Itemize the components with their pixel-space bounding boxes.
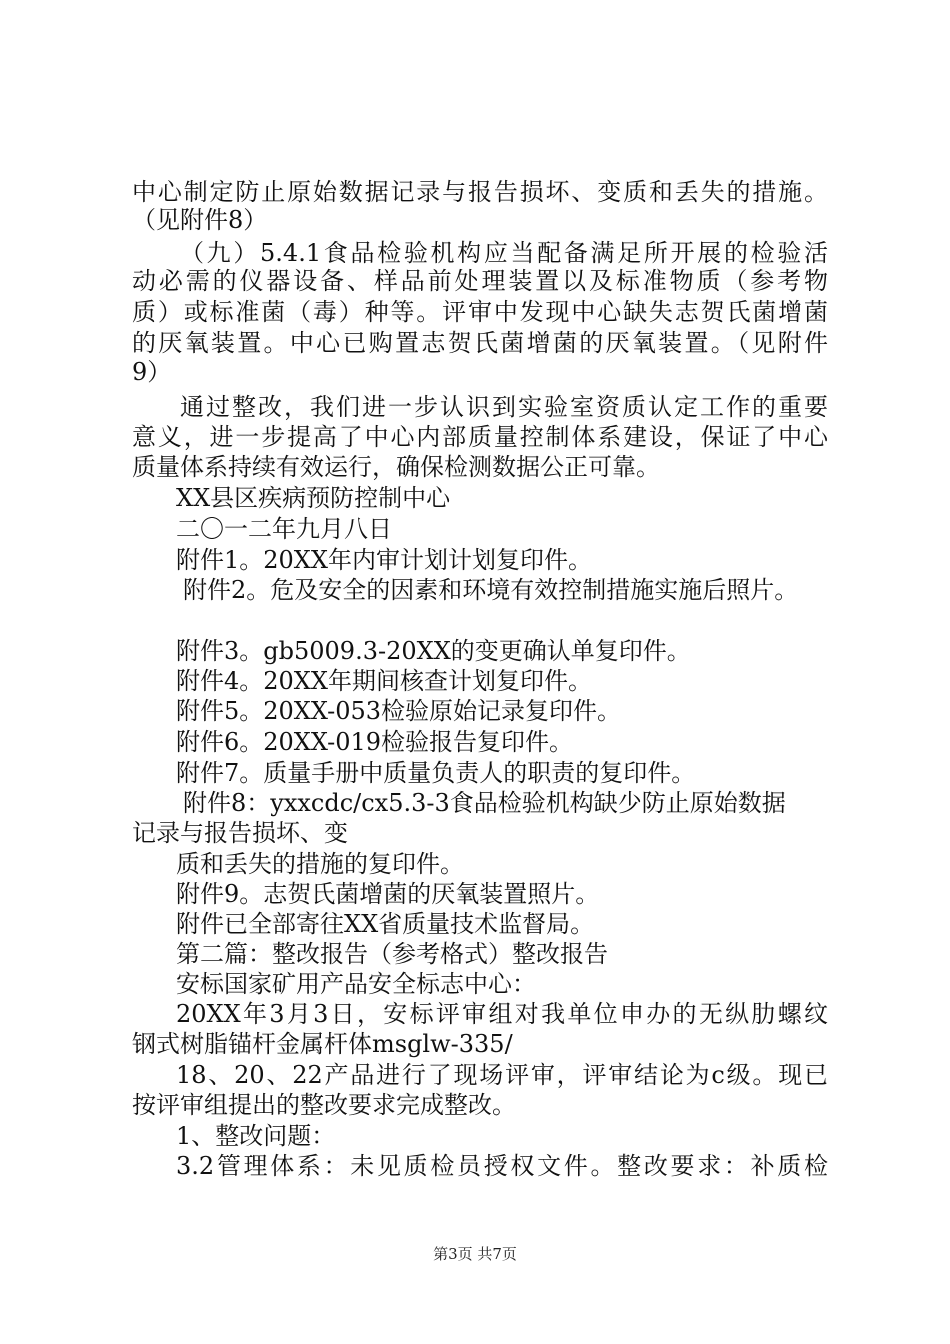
text-line: 质和丢失的措施的复印件。	[176, 850, 464, 878]
page-footer: 第3页 共7页	[433, 1245, 517, 1263]
text-line: 1、整改问题：	[176, 1122, 336, 1150]
text-line: 附件7。质量手册中质量负责人的职责的复印件。	[176, 759, 696, 787]
text-line: 附件6。20XX-019检验报告复印件。	[176, 728, 574, 756]
text-line: 二〇一二年九月八日	[176, 515, 392, 543]
text-line: 18、20、22产品进行了现场评审，评审结论为c级。现已	[176, 1061, 828, 1089]
text-line: 附件3。gb5009.3-20XX的变更确认单复印件。	[176, 637, 691, 665]
text-line: （九）5.4.1食品检验机构应当配备满足所开展的检验活	[180, 239, 828, 267]
text-line: 第二篇：整改报告（参考格式）整改报告	[176, 940, 608, 968]
text-line: 质）或标准菌（毒）种等。评审中发现中心缺失志贺氏菌增菌	[132, 298, 828, 326]
text-line: 意义，进一步提高了中心内部质量控制体系建设，保证了中心	[132, 423, 828, 451]
text-line: 质量体系持续有效运行，确保检测数据公正可靠。	[132, 453, 660, 481]
text-line: 20XX年3月3日，安标评审组对我单位申办的无纵肋螺纹	[176, 1000, 828, 1028]
text-line: 中心制定防止原始数据记录与报告损坏、变质和丢失的措施。	[132, 178, 828, 206]
text-line: 9）	[132, 358, 172, 386]
text-line: （见附件8）	[132, 206, 268, 234]
text-line: 通过整改，我们进一步认识到实验室资质认定工作的重要	[180, 393, 828, 421]
text-line: 附件2。危及安全的因素和环境有效控制措施实施后照片。	[183, 576, 799, 604]
text-line: XX县区疾病预防控制中心	[176, 484, 451, 512]
text-line: 附件已全部寄往XX省质量技术监督局。	[176, 910, 595, 938]
text-line: 安标国家矿用产品安全标志中心：	[176, 970, 536, 998]
text-line: 的厌氧装置。中心已购置志贺氏菌增菌的厌氧装置。（见附件	[132, 329, 828, 357]
text-line: 附件1。20XX年内审计划计划复印件。	[176, 546, 592, 574]
text-line: 附件9。志贺氏菌增菌的厌氧装置照片。	[176, 880, 600, 908]
text-line: 动必需的仪器设备、样品前处理装置以及标准物质（参考物	[132, 267, 828, 295]
text-line: 附件4。20XX年期间核查计划复印件。	[176, 667, 592, 695]
text-line: 附件5。20XX-053检验原始记录复印件。	[176, 697, 622, 725]
text-line: 3.2管理体系：未见质检员授权文件。整改要求：补质检	[176, 1152, 828, 1180]
text-line: 钢式树脂锚杆金属杆体msglw-335/	[132, 1030, 513, 1058]
text-line: 附件8：yxxcdc/cx5.3-3食品检验机构缺少防止原始数据	[183, 789, 786, 817]
text-line: 按评审组提出的整改要求完成整改。	[132, 1091, 516, 1119]
text-line: 记录与报告损坏、变	[132, 819, 348, 847]
